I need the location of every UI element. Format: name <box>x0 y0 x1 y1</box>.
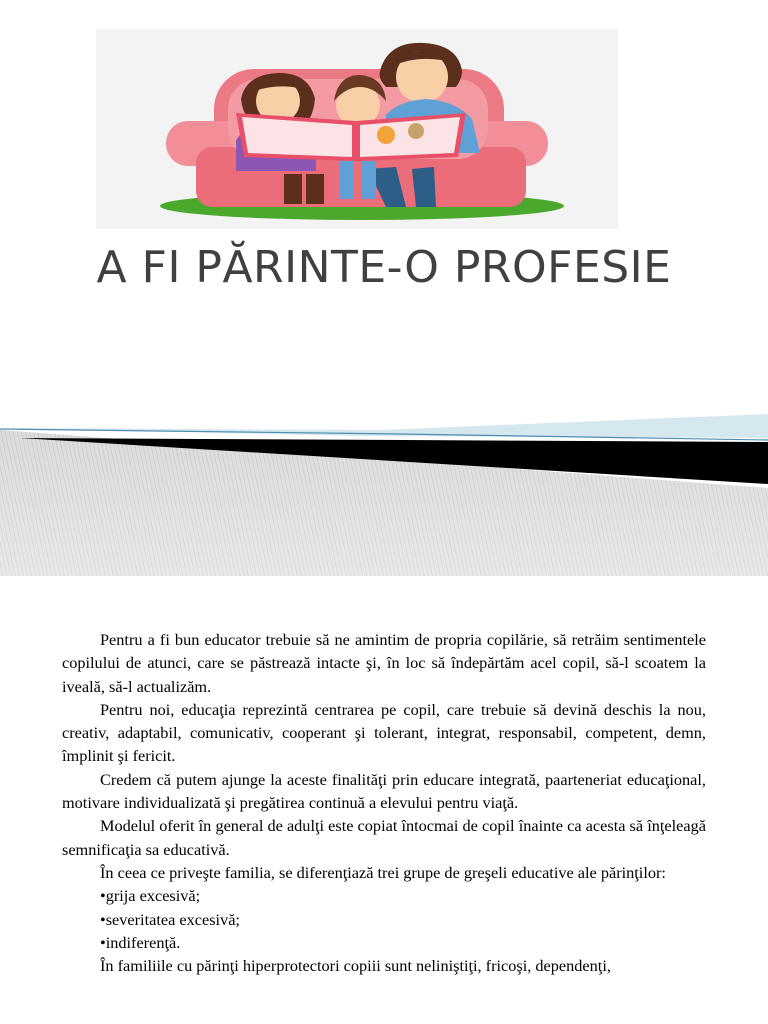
paragraph: Credem că putem ajunge la aceste finalităţi prin educare integrată, paarteneriat educaţional, motivare individualizată şi pregătirea continuă a elevului pentru viaţă. <box>62 769 706 813</box>
slide-title: A FI PĂRINTE-O PROFESIE <box>96 242 672 293</box>
bullet-item: •indiferenţă. <box>100 932 181 952</box>
bullet-item: •severitatea excesivă; <box>100 909 240 929</box>
family-reading-book-illustration <box>96 29 618 229</box>
document-body <box>62 628 706 977</box>
paragraph: În familiile cu părinţi hiperprotectori copiii sunt neliniştiţi, fricoşi, dependenţi, <box>100 956 611 976</box>
paragraph: Pentru noi, educaţia reprezintă centrarea pe copil, care trebuie să devină deschis la nou, creativ, adaptabil, comunicativ, cooperant şi tolerant, integrat, responsabil, competent, demn, împlinit şi fericit. <box>62 699 706 766</box>
paragraph: Pentru a fi bun educator trebuie să ne amintim de propria copilărie, să retrăim sentimentele copilului de atunci, care se păstrează intacte şi, în loc să îndepărtăm acel copil, să-l scoatem la iveală, să-l actualizăm. <box>62 630 706 696</box>
bullet-item: •grija excesivă; <box>100 886 201 906</box>
paragraph: În ceea ce priveşte familia, se diferenţiază trei grupe de greşeli educative ale părinţilor: <box>100 862 666 882</box>
paragraph: Modelul oferit în general de adulţi este copiat întocmai de copil înainte ca acesta să înţeleagă semnificaţia sa educativă. <box>62 816 706 859</box>
decorative-stripe-band <box>0 410 768 576</box>
